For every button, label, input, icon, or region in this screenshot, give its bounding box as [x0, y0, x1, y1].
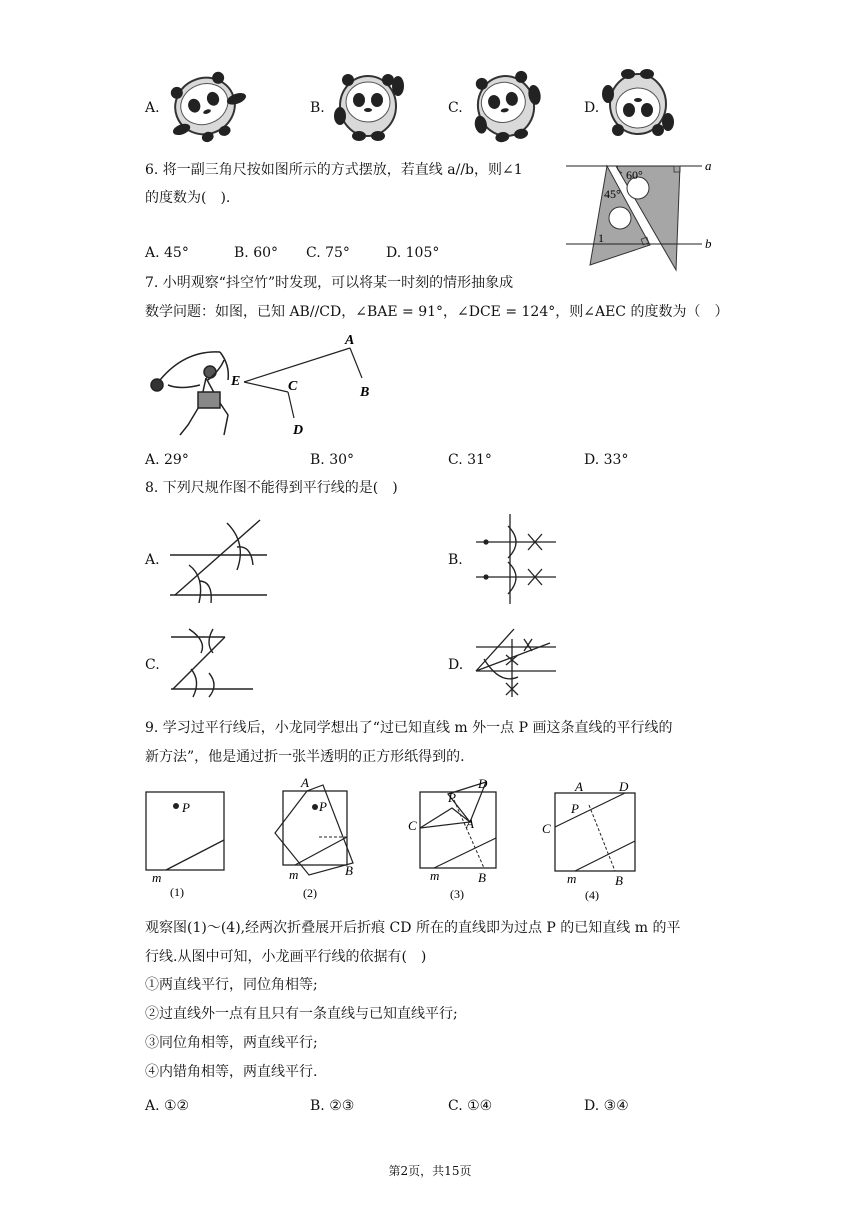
q9-item-1: ①两直线平行，同位角相等;: [145, 977, 318, 993]
q6-option-c: C. 75°: [306, 245, 350, 261]
caption-1: (1): [170, 885, 184, 899]
q5-option-d: D.: [584, 100, 600, 116]
q8-option-a: A.: [145, 552, 160, 568]
label-E: E: [231, 374, 241, 389]
label-B: B: [345, 863, 353, 878]
label-A: A: [345, 333, 355, 348]
label-a: a: [705, 158, 712, 173]
q9-figure-1: [140, 780, 240, 900]
caption-3: (3): [450, 887, 464, 901]
panda-figure-c: [468, 68, 548, 140]
q8-stem: 8. 下列尺规作图不能得到平行线的是( ): [145, 480, 398, 496]
label-P: P: [319, 799, 327, 814]
label-B: B: [615, 873, 623, 888]
q5-option-c: C.: [448, 100, 463, 116]
q9-stem-line1: 9. 学习过平行线后，小龙同学想出了“过已知直线 m 外一点 P 画这条直线的平行线的: [145, 720, 673, 736]
q9-option-c: C. ①④: [448, 1098, 493, 1114]
q9-figure-3: [400, 772, 510, 900]
q9-figure-4: [535, 775, 650, 900]
q9-item-2: ②过直线外一点有且只有一条直线与已知直线平行;: [145, 1006, 458, 1022]
q7-option-b: B. 30°: [310, 452, 355, 468]
label-P: P: [571, 801, 579, 816]
q9-option-d: D. ③④: [584, 1098, 629, 1114]
q6-option-b: B. 60°: [234, 245, 279, 261]
page-footer: 第2页，共15页: [388, 1164, 472, 1178]
q7-option-d: D. 33°: [584, 452, 629, 468]
q8-construction-a: [165, 515, 275, 610]
label-C: C: [542, 821, 551, 836]
q8-construction-d: [470, 625, 565, 700]
label-B: B: [360, 385, 370, 400]
q9-option-b: B. ②③: [310, 1098, 355, 1114]
q6-stem-line2: 的度数为( ).: [145, 190, 231, 206]
label-m: m: [567, 871, 577, 886]
label-b: b: [705, 236, 712, 251]
caption-2: (2): [303, 886, 317, 900]
angle-45-label: 45°: [604, 187, 621, 201]
label-P: P: [448, 790, 456, 805]
label-A: A: [466, 816, 474, 831]
q5-option-a: A.: [145, 100, 160, 116]
q7-option-c: C. 31°: [448, 452, 492, 468]
q8-option-b: B.: [448, 552, 463, 568]
q6-stem-line1: 6. 将一副三角尺按如图所示的方式摆放，若直线 a//b，则∠1: [145, 162, 523, 178]
q9-figure-2: [265, 775, 370, 900]
q9-option-a: A. ①②: [145, 1098, 190, 1114]
q7-stem-line2: 数学问题：如图，已知 AB//CD，∠BAE = 91°，∠DCE = 124°，则∠AEC 的度数为（ ）: [145, 304, 729, 320]
q9-item-3: ③同位角相等，两直线平行;: [145, 1035, 318, 1051]
label-A: A: [575, 779, 583, 794]
label-m: m: [430, 868, 440, 883]
angle-1-label: 1: [598, 231, 604, 245]
q7-stem-line1: 7. 小明观察“抖空竹”时发现，可以将某一时刻的情形抽象成: [145, 275, 514, 291]
caption-4: (4): [585, 888, 599, 902]
label-A: A: [301, 775, 309, 790]
label-m: m: [152, 870, 162, 885]
q6-option-a: A. 45°: [145, 245, 189, 261]
panda-figure-a: [160, 70, 250, 140]
person-illustration: [151, 352, 228, 435]
label-P: P: [182, 800, 190, 815]
label-D: D: [478, 776, 488, 791]
q7-kongzhu-figure: [140, 330, 400, 445]
q6-triangle-figure: [560, 150, 720, 275]
q8-option-d: D.: [448, 657, 464, 673]
q7-option-a: A. 29°: [145, 452, 189, 468]
q8-option-c: C.: [145, 657, 160, 673]
label-C: C: [408, 818, 417, 833]
q9-stem-line2: 新方法”，他是通过折一张半透明的正方形纸得到的.: [145, 749, 465, 765]
q8-construction-c: [165, 625, 260, 700]
q8-construction-b: [470, 512, 560, 607]
label-m: m: [289, 867, 299, 882]
label-C: C: [288, 379, 298, 394]
q9-observe-line2: 行线.从图中可知，小龙画平行线的依据有( ): [145, 949, 427, 965]
label-D: D: [619, 779, 629, 794]
panda-figure-d: [600, 66, 680, 142]
q9-item-4: ④内错角相等，两直线平行.: [145, 1064, 318, 1080]
panda-figure-b: [330, 68, 410, 140]
label-D: D: [293, 423, 304, 438]
q6-option-d: D. 105°: [386, 245, 440, 261]
angle-60-label: 60°: [626, 168, 643, 182]
q5-option-b: B.: [310, 100, 325, 116]
q9-observe-line1: 观察图(1)～(4),经两次折叠展开后折痕 CD 所在的直线即为过点 P 的已知直线 m 的平: [145, 920, 681, 936]
label-B: B: [478, 870, 486, 885]
